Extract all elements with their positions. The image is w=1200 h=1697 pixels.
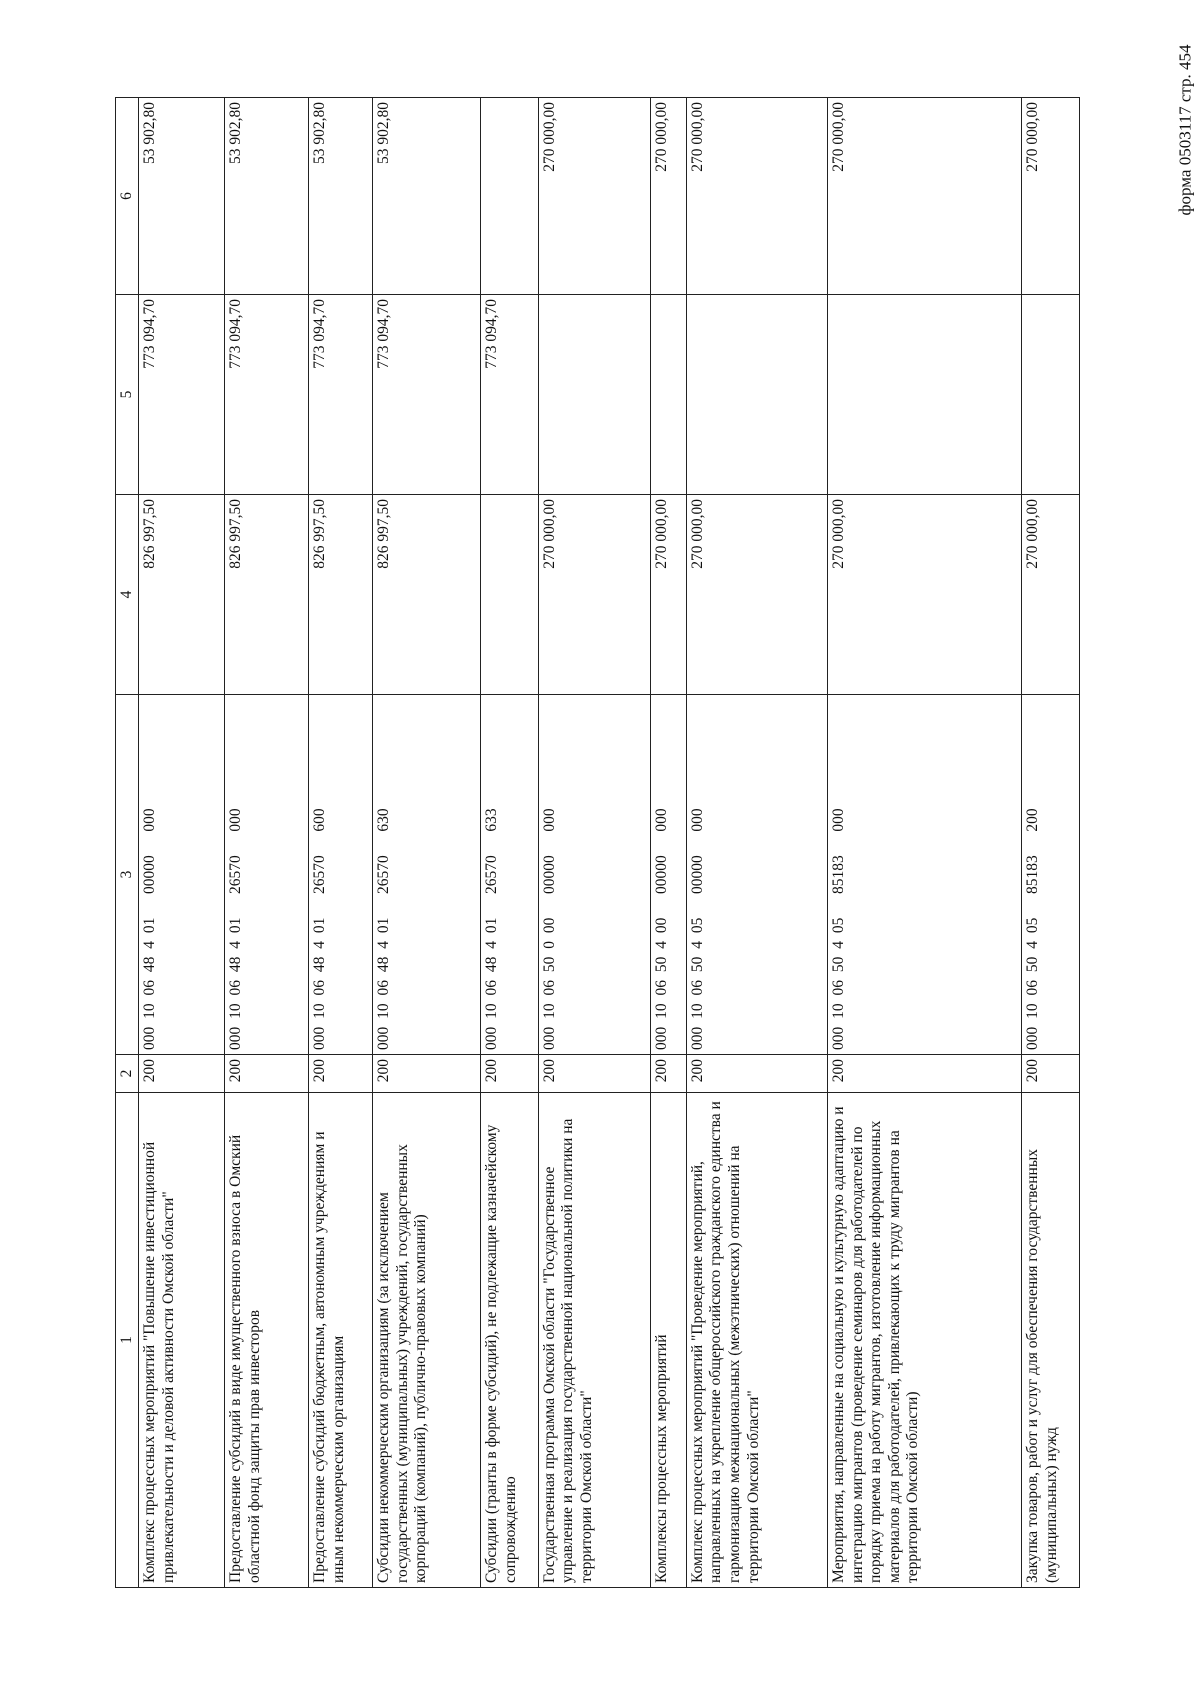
header-col-3: 3 (116, 695, 139, 1055)
row-approved: 270 000,00 (828, 495, 1022, 695)
row-line-code: 200 (225, 1055, 309, 1093)
row-approved: 270 000,00 (686, 495, 827, 695)
row-name: Комплекс процессных мероприятий "Проведение мероприятий, направленных на укрепление общероссийского гражданского единства и гармонизацию межнациональных (межэтнических) отношений на территории Омской области" (686, 1093, 827, 1588)
row-classification-code: 000 10 06 48 4 01 00000 000 (139, 695, 225, 1055)
table-row (686, 98, 827, 1588)
row-line-code: 200 (481, 1055, 538, 1093)
header-row (116, 98, 139, 1588)
header-col-6: 6 (116, 98, 139, 295)
row-executed: 773 094,70 (373, 295, 481, 495)
row-approved: 270 000,00 (538, 495, 651, 695)
row-name: Комплекс процессных мероприятий "Повышение инвестиционной привлекательности и деловой активности Омской области" (139, 1093, 225, 1588)
row-name: Предоставление субсидий в виде имущественного взноса в Омский областной фонд защиты прав инвесторов (225, 1093, 309, 1588)
row-classification-code: 000 10 06 50 0 00 00000 000 (538, 695, 651, 1055)
table-row (538, 98, 651, 1588)
row-executed: 773 094,70 (309, 295, 373, 495)
row-unexecuted: 53 902,80 (373, 98, 481, 295)
row-executed (651, 295, 686, 495)
row-line-code: 200 (309, 1055, 373, 1093)
row-unexecuted: 270 000,00 (686, 98, 827, 295)
table-row (225, 98, 309, 1588)
form-page-label: форма 0503117 стр. 454 (1175, 44, 1195, 216)
row-executed: 773 094,70 (481, 295, 538, 495)
row-line-code: 200 (538, 1055, 651, 1093)
row-unexecuted (481, 98, 538, 295)
row-approved: 826 997,50 (309, 495, 373, 695)
row-name: Мероприятия, направленные на социальную и культурную адаптацию и интеграцию мигрантов (проведение семинаров для работодателей по порядку приема на работу мигрантов, изготовление информационных материалов для работодателей, привлекающих к труду мигрантов на территории Омской области) (828, 1093, 1022, 1588)
row-unexecuted: 53 902,80 (225, 98, 309, 295)
row-unexecuted: 270 000,00 (651, 98, 686, 295)
row-line-code: 200 (1022, 1055, 1080, 1093)
table-row (309, 98, 373, 1588)
row-line-code: 200 (139, 1055, 225, 1093)
expenditure-table (115, 97, 1080, 1588)
row-approved (481, 495, 538, 695)
header-col-1: 1 (116, 1093, 139, 1588)
header-col-5: 5 (116, 295, 139, 495)
report-table-container (115, 98, 1080, 1588)
row-approved: 826 997,50 (225, 495, 309, 695)
row-executed (538, 295, 651, 495)
row-line-code: 200 (373, 1055, 481, 1093)
row-line-code: 200 (828, 1055, 1022, 1093)
row-classification-code: 000 10 06 50 4 05 85183 200 (1022, 695, 1080, 1055)
row-classification-code: 000 10 06 48 4 01 26570 633 (481, 695, 538, 1055)
row-unexecuted: 270 000,00 (828, 98, 1022, 295)
table-row (1022, 98, 1080, 1588)
header-col-2: 2 (116, 1055, 139, 1093)
row-name: Субсидии некоммерческим организациям (за исключением государственных (муниципальных) учреждений, государственных корпораций (компаний), публично-правовых компаний) (373, 1093, 481, 1588)
row-classification-code: 000 10 06 48 4 01 26570 630 (373, 695, 481, 1055)
row-approved: 826 997,50 (373, 495, 481, 695)
row-classification-code: 000 10 06 50 4 00 00000 000 (651, 695, 686, 1055)
table-row (828, 98, 1022, 1588)
row-executed (828, 295, 1022, 495)
row-classification-code: 000 10 06 50 4 05 85183 000 (828, 695, 1022, 1055)
row-approved: 826 997,50 (139, 495, 225, 695)
row-approved: 270 000,00 (1022, 495, 1080, 695)
row-executed (1022, 295, 1080, 495)
table-row (651, 98, 686, 1588)
row-executed: 773 094,70 (139, 295, 225, 495)
table-row (481, 98, 538, 1588)
row-classification-code: 000 10 06 50 4 05 00000 000 (686, 695, 827, 1055)
header-col-4: 4 (116, 495, 139, 695)
row-classification-code: 000 10 06 48 4 01 26570 000 (225, 695, 309, 1055)
table-row (373, 98, 481, 1588)
row-name: Субсидии (гранты в форме субсидий), не подлежащие казначейскому сопровождению (481, 1093, 538, 1588)
row-name: Комплексы процессных мероприятий (651, 1093, 686, 1588)
row-executed: 773 094,70 (225, 295, 309, 495)
row-name: Государственная программа Омской области "Государственное управление и реализация государственной национальной политики на территории Омской области" (538, 1093, 651, 1588)
row-unexecuted: 53 902,80 (309, 98, 373, 295)
row-name: Закупка товаров, работ и услуг для обеспечения государственных (муниципальных) нужд (1022, 1093, 1080, 1588)
row-approved: 270 000,00 (651, 495, 686, 695)
row-unexecuted: 270 000,00 (1022, 98, 1080, 295)
row-classification-code: 000 10 06 48 4 01 26570 600 (309, 695, 373, 1055)
row-line-code: 200 (686, 1055, 827, 1093)
row-line-code: 200 (651, 1055, 686, 1093)
row-executed (686, 295, 827, 495)
table-row (139, 98, 225, 1588)
row-unexecuted: 53 902,80 (139, 98, 225, 295)
row-name: Предоставление субсидий бюджетным, автономным учреждениям и иным некоммерческим организациям (309, 1093, 373, 1588)
row-unexecuted: 270 000,00 (538, 98, 651, 295)
